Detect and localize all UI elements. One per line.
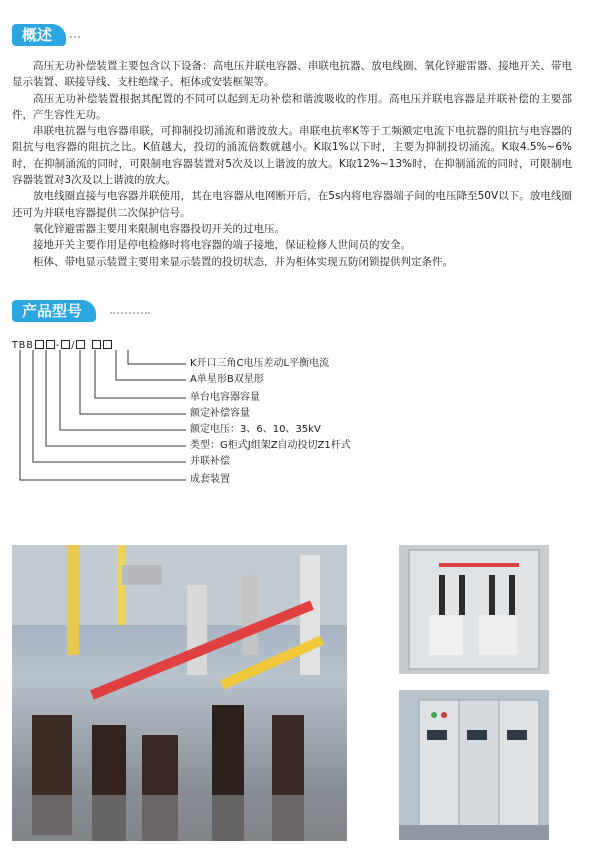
model-legend-item: A单星形B双星形: [190, 374, 264, 385]
model-legend-item: 额定补偿容量: [190, 408, 250, 419]
model-code-separator: /: [71, 340, 76, 351]
capacitor-frame-photo: [12, 545, 347, 841]
model-section-tab: [12, 300, 96, 322]
model-legend-item: 单台电容器容量: [190, 392, 260, 403]
overview-paragraph: 柜体、带电显示装置主要用来显示装置的投切状态，并为柜体实现五防闭锁提供判定条件。: [33, 255, 453, 268]
model-section-title: 产品型号: [22, 302, 83, 320]
cabinets-front-photo: [399, 690, 549, 840]
overview-paragraph: 高压无功补偿装置主要包含以下设备：高电压并联电容器、串联电抗器、放电线圈、氧化锌避雷器、接地开关、带电显示装置、联接导线、支柱绝缘子、柜体或安装框架等。: [12, 60, 572, 89]
overview-section-title: 概述: [22, 26, 53, 44]
cabinet-interior-photo: [399, 545, 549, 674]
overview-paragraph: 串联电抗器与电容器串联，可抑制投切涌流和谐波放大。串联电抗率K等于工频额定电流下电抗器的阻抗与电容器的阻抗与电容器的阻抗之比。K值越大，投切的涌流倍数就越小。K取1%以下时，主要为抑制投切涌流。K取4.5%~6%时，在抑制涌流的同时，可限制电容器装置对5次及以上谐波的放大。K取12%~13%时，在抑制涌流的同时，可限制电容器装置对3次及以上谐波的放大。: [12, 125, 572, 187]
model-legend-item: 成套装置: [190, 474, 230, 485]
model-legend-item: K开口三角C电压差动L平衡电流: [190, 358, 330, 369]
overview-body: [12, 58, 572, 270]
overview-paragraph: 氧化锌避雷器主要用来限制电容器投切开关的过电压。: [33, 222, 285, 235]
model-code-prefix: TBB: [12, 340, 34, 351]
model-legend-item: 额定电压：3、6、10、35kV: [190, 424, 321, 435]
model-legend-item: 并联补偿: [190, 456, 230, 467]
overview-paragraph: 放电线圈直接与电容器并联使用，其在电容器从电网断开后，在5s内将电容器端子间的电压降至50V以下。放电线圈还可为并联电容器提供二次保护信号。: [12, 190, 572, 219]
model-legend-item: 类型：G柜式J组架Z自动投切Z1杆式: [190, 440, 351, 451]
overview-paragraph: 高压无功补偿装置根据其配置的不同可以起到无功补偿和谐波吸收的作用。高电压并联电容器是并联补偿的主要部件，产生容性无功。: [12, 92, 572, 121]
model-code-separator: -: [55, 340, 61, 351]
model-bracket-diagram: [0, 340, 200, 500]
model-divider: [110, 312, 150, 316]
overview-section-tab: [12, 24, 66, 46]
overview-divider: [70, 36, 80, 40]
overview-paragraph: 接地开关主要作用是停电检修时将电容器的端子接地，保证检修人世间员的安全。: [33, 239, 411, 252]
